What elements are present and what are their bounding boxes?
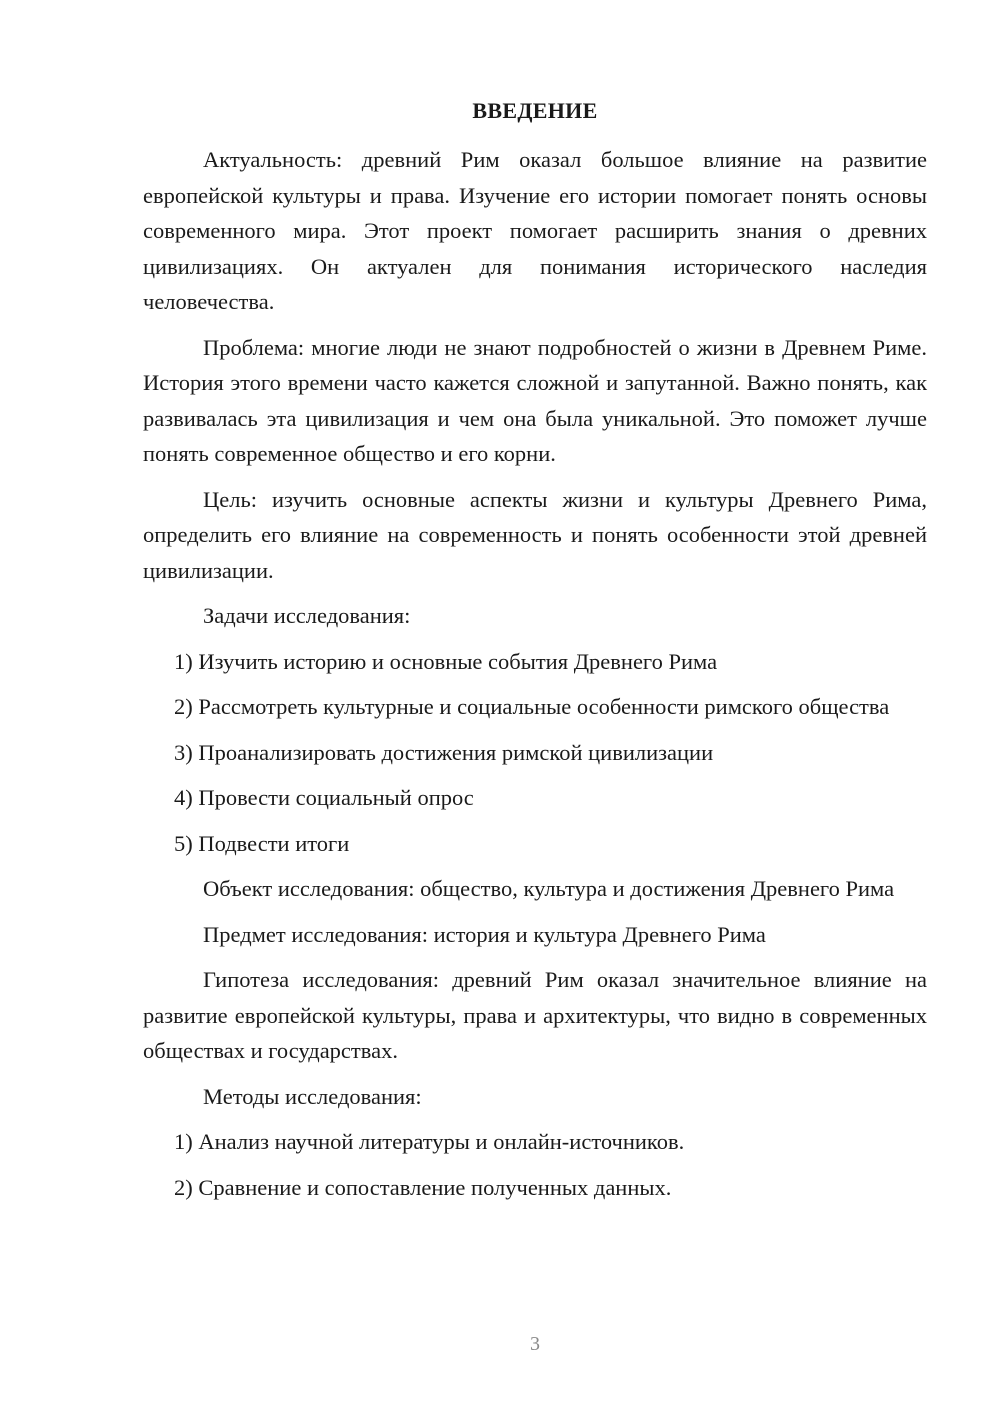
relevance-paragraph: Актуальность: древний Рим оказал большое влияние на развитие европейской культуры и права. Изучение его истории помогает понять основы современного мира. Этот проект помогает расширить знания о древних цивилизациях. Он актуален для понимания исторического наследия человечества. — [143, 147, 927, 314]
task-item: 4) Провести социальный опрос — [174, 785, 474, 810]
methods-heading: Методы исследования: — [203, 1083, 422, 1109]
tasks-heading: Задачи исследования: — [203, 603, 411, 628]
page-title: ВВЕДЕНИЕ — [472, 98, 598, 123]
object-paragraph: Объект исследования: общество, культура и достижения Древнего Рима — [203, 876, 895, 901]
method-item: 1) Анализ научной литературы и онлайн-источников. — [174, 1129, 685, 1154]
subject-paragraph: Предмет исследования: история и культура Древнего Рима — [203, 921, 766, 947]
goal-paragraph: Цель: изучить основные аспекты жизни и культуры Древнего Рима, определить его влияние на современность и понять особенности этой древней цивилизации. — [143, 486, 927, 583]
document-body — [143, 142, 927, 1215]
task-item: 1) Изучить историю и основные события Древнего Рима — [174, 648, 718, 674]
task-item: 5) Подвести итоги — [174, 830, 350, 856]
task-item: 3) Проанализировать достижения римской цивилизации — [174, 739, 714, 765]
hypothesis-paragraph: Гипотеза исследования: древний Рим оказал значительное влияние на развитие европейской культуры, права и архитектуры, что видно в современных обществах и государствах. — [143, 967, 927, 1063]
task-item: 2) Рассмотреть культурные и социальные особенности римского общества — [174, 694, 890, 719]
document-page — [143, 0, 927, 1414]
page-number: 3 — [530, 1333, 540, 1355]
problem-paragraph: Проблема: многие люди не знают подробностей о жизни в Древнем Риме. История этого времени часто кажется сложной и запутанной. Важно понять, как развивалась эта цивилизация и чем она была уникальной. Это поможет лучше понять современное общество и его корни. — [143, 334, 927, 466]
method-item: 2) Сравнение и сопоставление полученных данных. — [174, 1174, 672, 1200]
